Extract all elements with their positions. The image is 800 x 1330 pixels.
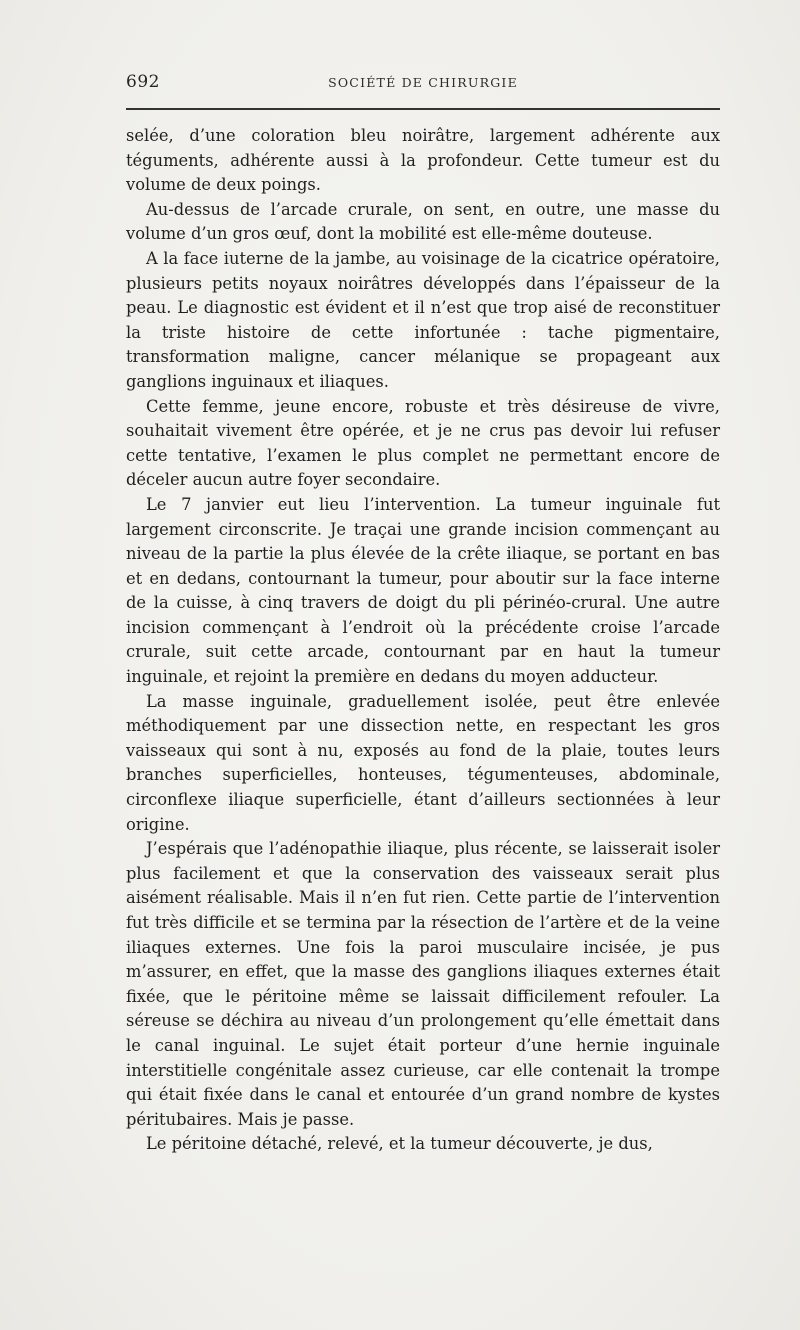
paragraph: Le péritoine détaché, relevé, et la tumeur découverte, je dus, <box>146 1134 653 1154</box>
paragraph: Au-dessus de l’arcade crurale, on sent, en outre, une masse du volume d’un gros œuf, dont la mobilité est elle-même douteuse. <box>126 199 720 244</box>
page-number: 692 <box>126 72 160 92</box>
paragraph: La masse inguinale, graduellement isolée, peut être enlevée méthodiquement par une dissection nette, en respectant les gros vaisseaux qui sont à nu, exposés au fond de la plaie, toutes leurs branches superficielles, honteuses, tégumenteuses, abdominale, circonflexe iliaque superficielle, étant d’ailleurs sectionnées à leur origine. <box>126 691 720 834</box>
paragraph: Cette femme, jeune encore, robuste et très désireuse de vivre, souhaitait vivement être opérée, et je ne crus pas devoir lui refuser cette tentative, l’examen le plus complet ne permettant encore de déceler aucun autre foyer secondaire. <box>126 396 720 490</box>
body-text <box>126 124 720 1157</box>
paragraph: Le 7 janvier eut lieu l’intervention. La tumeur inguinale fut largement circonscrite. Je traçai une grande incision commençant au niveau de la partie la plus élevée de la crête iliaque, se portant en bas et en dedans, contournant la tumeur, pour aboutir sur la face interne de la cuisse, à cinq travers de doigt du pli périnéo-crural. Une autre incision commençant à l’endroit où la précédente croise l’arcade crurale, suit cette arcade, contournant par en haut la tumeur inguinale, et rejoint la première en dedans du moyen adducteur. <box>126 494 720 687</box>
paragraph: A la face iuterne de la jambe, au voisinage de la cicatrice opératoire, plusieurs petits noyaux noirâtres développés dans l’épaisseur de la peau. Le diagnostic est évident et il n’est que trop aisé de reconstituer la triste histoire de cette infortunée : tache pigmentaire, transformation maligne, cancer mélanique se propageant aux ganglions inguinaux et iliaques. <box>126 248 720 391</box>
page-header <box>126 72 720 96</box>
header-rule <box>126 108 720 110</box>
paragraph-continued: selée, d’une coloration bleu noirâtre, largement adhérente aux téguments, adhérente aussi à la profondeur. Cette tumeur est du volume de deux poings. <box>126 126 720 195</box>
running-title: SOCIÉTÉ DE CHIRURGIE <box>328 75 518 90</box>
paragraph: J’espérais que l’adénopathie iliaque, plus récente, se laisserait isoler plus facilement et que la conservation des vaisseaux serait plus aisément réalisable. Mais il n’en fut rien. Cette partie de l’intervention fut très difficile et se termina par la résection de l’artère et de la veine iliaques externes. Une fois la paroi musculaire incisée, je pus m’assurer, en effet, que la masse des ganglions iliaques externes était fixée, que le péritoine même se laissait difficilement refouler. La séreuse se déchira au niveau d’un prolongement qu’elle émettait dans le canal inguinal. Le sujet était porteur d’une hernie inguinale interstitielle congénitale assez curieuse, car elle contenait la trompe qui était fixée dans le canal et entourée d’un grand nombre de kystes péritubaires. Mais je passe. <box>126 839 720 1129</box>
